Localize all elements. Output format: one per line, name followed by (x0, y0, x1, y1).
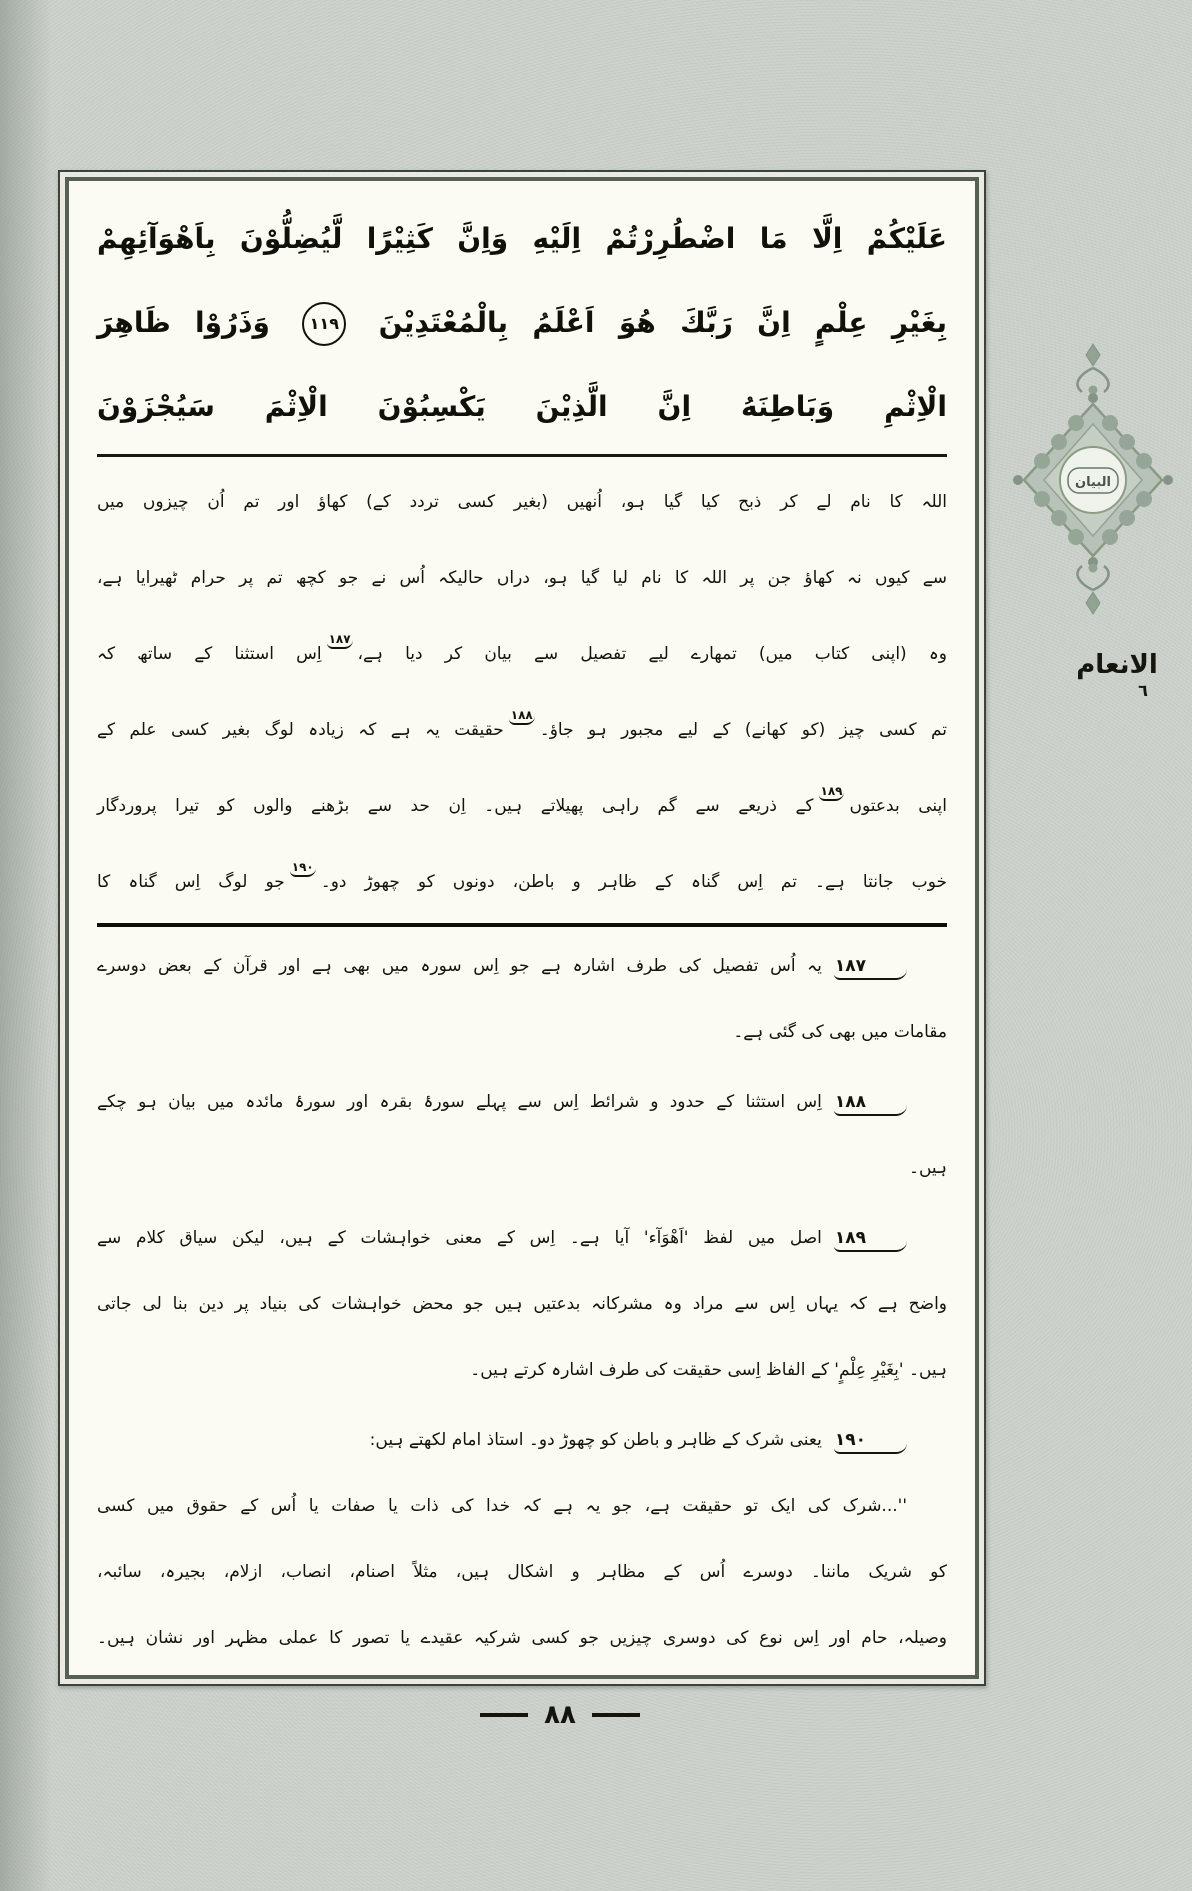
footnotes-section (97, 933, 947, 1671)
footnote-number: ۱۸۸ (834, 1092, 907, 1116)
footnote-item-190 (97, 1407, 947, 1671)
translation-text: اپنی بدعتوں (849, 796, 947, 816)
footnote-number: ۱۸۷ (834, 956, 907, 980)
footnote-quote-line: کو شریک ماننا۔ دوسرے اُس کے مظاہر و اشکال ہیں، مثلاً اصنام، انصاب، ازلام، بجیرہ، سائبہ، (97, 1562, 947, 1582)
content-frame-inner (65, 177, 979, 1679)
footnote-item-187 (97, 933, 947, 1065)
surah-name-label: الانعام (1076, 650, 1158, 680)
footnote-item-188 (97, 1069, 947, 1201)
ayah-number-badge: ۱۱۹ (302, 302, 346, 346)
footnote-line (97, 1069, 947, 1135)
footnote-ref-189: ۱۸۹ (819, 785, 845, 801)
medallion-title: البیان (1075, 475, 1111, 490)
page-number-row (96, 1702, 1024, 1728)
surah-number-label: ٦ (1138, 681, 1148, 700)
translation-text: وہ (اپنی کتاب میں) تمھارے لیے تفصیل سے بیان کر دیا ہے، (357, 644, 947, 664)
quran-line-2 (97, 281, 947, 365)
translation-line-3 (97, 616, 947, 692)
footnote-number: ۱۸۹ (834, 1228, 907, 1252)
translation-line-5 (97, 768, 947, 844)
footnote-ref-190: ۱۹۰ (290, 861, 316, 877)
quran-line-2-continuation: وَذَرُوْا ظَاهِرَ (97, 306, 270, 339)
medallion-top-finial (1078, 344, 1109, 395)
translation-line-2 (97, 540, 947, 616)
footnote-quote-line: ''...شرک کی ایک تو حقیقت ہے، جو یہ ہے کہ خدا کی ذات یا صفات یا اُس کے حقوق میں کسی (97, 1496, 907, 1516)
translation-line-1 (97, 464, 947, 540)
quran-text-section (97, 197, 947, 449)
translation-text: خوب جانتا ہے۔ تم اِس گناہ کے ظاہر و باطن، دونوں کو چھوڑ دو۔ (320, 872, 947, 892)
footnote-line (97, 1407, 947, 1473)
translation-text: سے کیوں نہ کھاؤ جن پر اللہ کا نام لیا گیا ہو، دراں حالیکہ اُس نے جو کچھ تم پر حرام ٹھیرایا ہے، (97, 568, 947, 588)
translation-text: تم کسی چیز (کو کھانے) کے لیے مجبور ہو جاؤ۔ (539, 720, 947, 740)
ornament-medallion (1012, 340, 1174, 616)
footnote-line (97, 1205, 947, 1271)
page-number-dash-right (592, 1713, 640, 1717)
footnote-line: ہیں۔ 'بِغَیْرِ عِلْمٍ' کے الفاظ اِسی حقیقت کی طرف اشارہ کرتے ہیں۔ (470, 1360, 947, 1380)
page-number-dash-left (480, 1713, 528, 1717)
urdu-translation-section (97, 464, 947, 920)
translation-text: جو لوگ اِس گناہ کا (97, 872, 285, 892)
footnote-number: ۱۹۰ (834, 1430, 907, 1454)
translation-text: اِس استثنا کے ساتھ کہ (97, 644, 322, 664)
surah-margin-label (1037, 648, 1192, 700)
footnote-text: یہ اُس تفصیل کی طرف اشارہ ہے جو اِس سورہ میں بھی ہے اور قرآن کے بعض دوسرے (97, 956, 822, 976)
quran-line-3: الْاِثْمِ وَبَاطِنَهُ اِنَّ الَّذِيْنَ يَكْسِبُوْنَ الْاِثْمَ سَيُجْزَوْنَ (97, 390, 947, 423)
footnote-item-189 (97, 1205, 947, 1403)
translation-text: حقیقت یہ ہے کہ زیادہ لوگ بغیر کسی علم کے (97, 720, 504, 740)
footnote-quote-line: وصیلہ، حام اور اِس نوع کی دوسری چیزیں جو کسی شرکیہ عقیدے یا تصور کا عملی مظہر اور نشان ہیں۔ (97, 1628, 947, 1648)
footnotes-divider (97, 923, 947, 927)
footnote-text: اصل میں لفظ 'اَهْوَآء' آیا ہے۔ اِس کے معنی خواہشات کے ہیں، لیکن سیاق کلام سے (97, 1228, 822, 1248)
footnote-text: اِس استثنا کے حدود و شرائط اِس سے پہلے سورۂ بقرہ اور سورۂ مائدہ میں بیان ہو چکے (97, 1092, 822, 1112)
footnote-ref-187: ۱۸۷ (327, 633, 353, 649)
translation-line-6 (97, 844, 947, 920)
scan-edge-shadow (0, 0, 52, 1891)
footnote-line: ہیں۔ (909, 1158, 947, 1178)
quran-translation-divider (97, 454, 947, 457)
footnote-text: یعنی شرک کے ظاہر و باطن کو چھوڑ دو۔ استاذ امام لکھتے ہیں: (369, 1430, 822, 1450)
translation-line-4 (97, 692, 947, 768)
quran-line-2-text: بِغَيْرِ عِلْمٍ اِنَّ رَبَّكَ هُوَ اَعْلَمُ بِالْمُعْتَدِيْنَ (378, 306, 948, 339)
translation-text: اللہ کا نام لے کر ذبح کیا گیا ہو، اُنھیں (بغیر کسی تردد کے) کھاؤ اور تم اُن چیزوں میں (97, 492, 947, 512)
footnote-line: مقامات میں بھی کی گئی ہے۔ (733, 1022, 947, 1042)
medallion-bottom-finial (1078, 564, 1109, 615)
page-number: ۸۸ (544, 1700, 576, 1730)
footnote-line: واضح ہے کہ یہاں اِس سے مراد وہ مشرکانہ بدعتیں ہیں جو محض خواہشات کی بنیاد پر دین بنا لی جاتی (97, 1294, 947, 1314)
medallion-diamond (1013, 393, 1173, 567)
footnote-line (97, 933, 947, 999)
translation-text: کے ذریعے سے گم راہی پھیلاتے ہیں۔ اِن حد سے بڑھنے والوں کو تیرا پروردگار (97, 796, 814, 816)
quran-line-1: عَلَيْكُمْ اِلَّا مَا اضْطُرِرْتُمْ اِلَيْهِ وَاِنَّ كَثِيْرًا لَّيُضِلُّوْنَ بِاَهْوَآئِهِمْ (97, 222, 947, 255)
content-frame (58, 170, 986, 1686)
footnote-ref-188: ۱۸۸ (509, 709, 535, 725)
